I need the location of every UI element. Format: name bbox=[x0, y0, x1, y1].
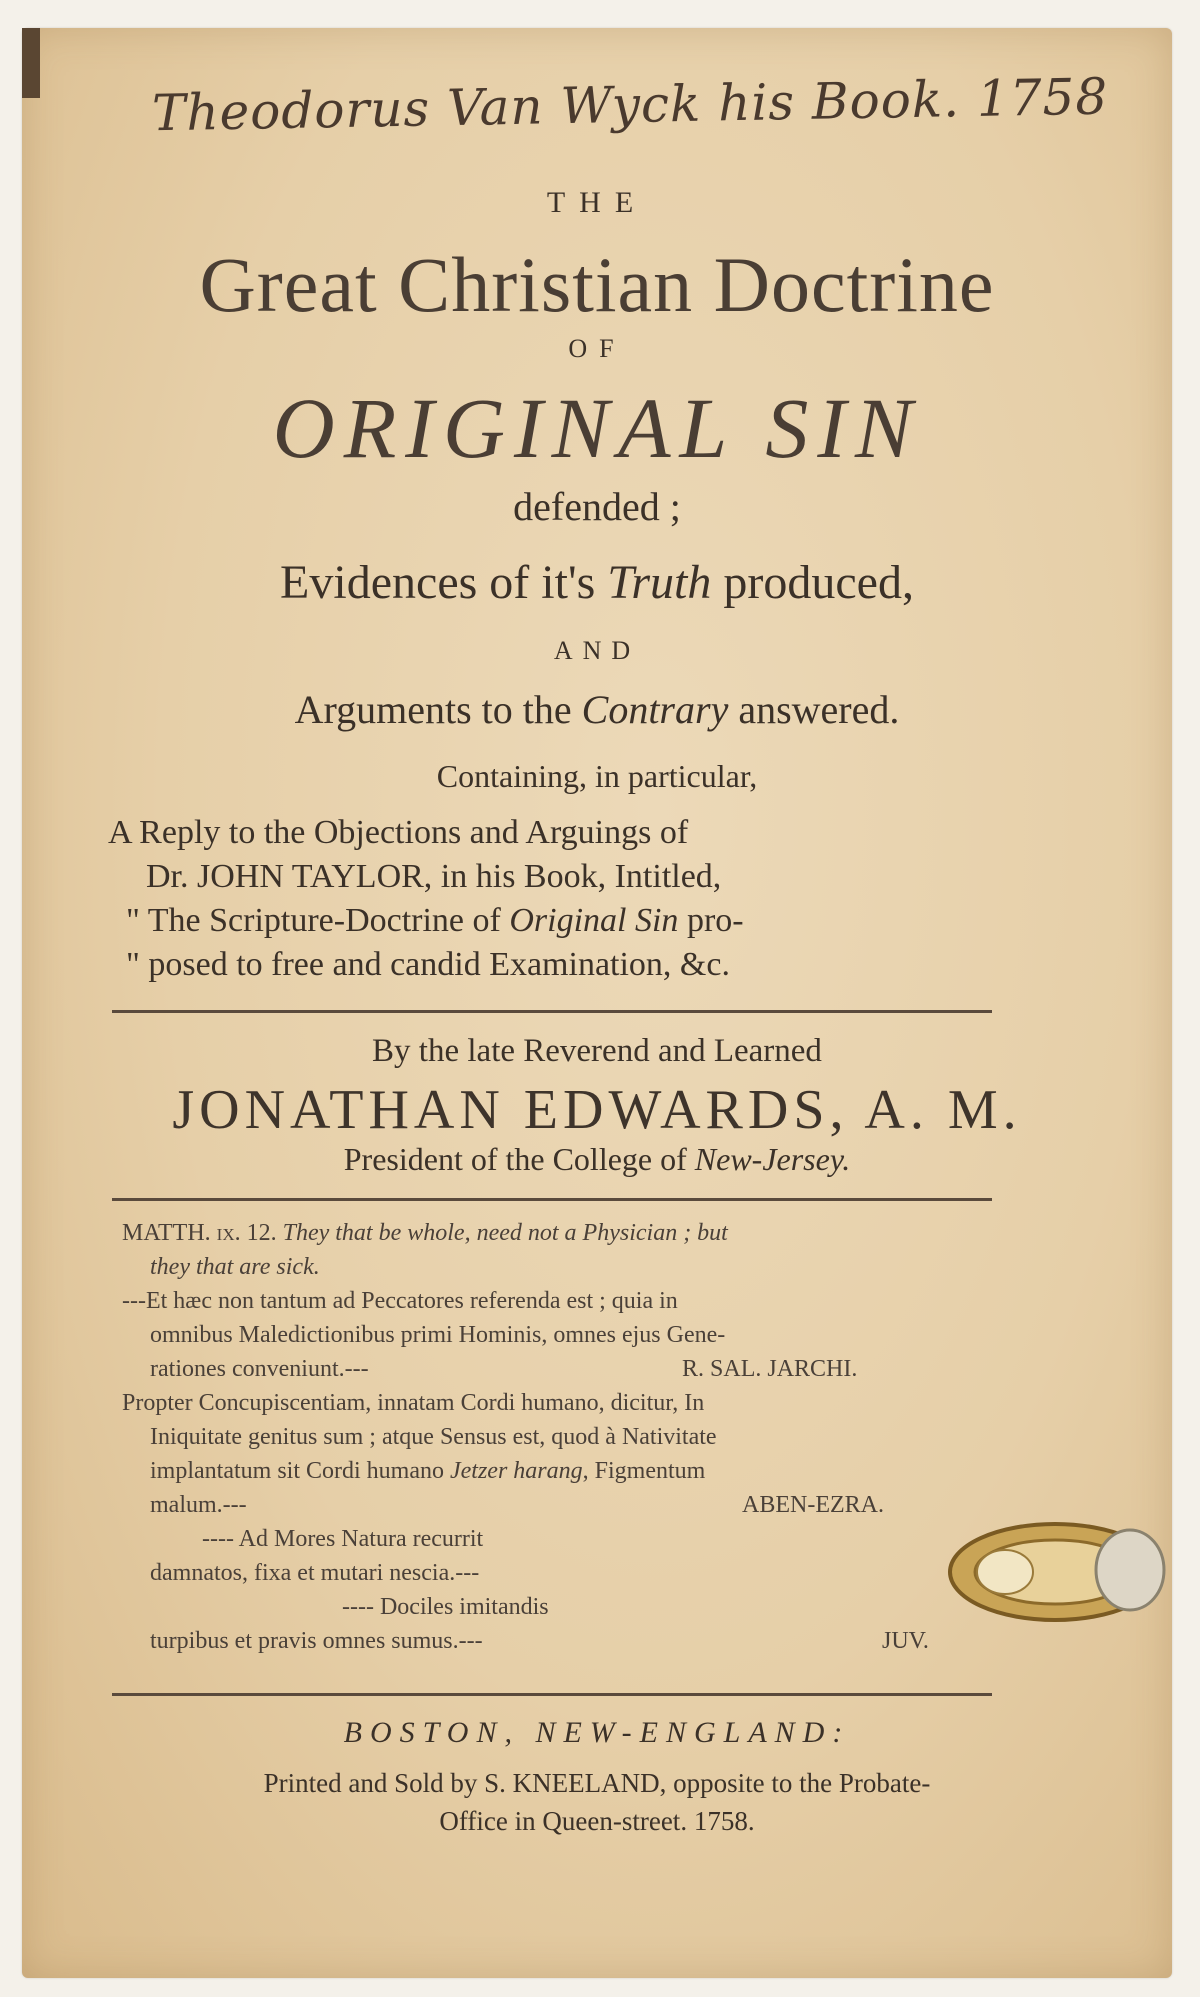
epigraph-line: ---- Ad Mores Natura recurrit bbox=[202, 1526, 484, 1552]
title-the: THE bbox=[546, 186, 648, 219]
epigraph-text: They that be whole, need not a Physician ; but bbox=[282, 1220, 728, 1246]
reply-line-3 bbox=[126, 899, 1200, 943]
epigraph-line bbox=[122, 1454, 992, 1488]
title-line-5-b: Contrary bbox=[581, 687, 729, 732]
epigraph-line bbox=[122, 1250, 992, 1284]
title-line-4-a: Evidences of it's bbox=[280, 556, 608, 609]
imprint-line-1: Printed and Sold by S. KNEELAND, opposite to the Probate- bbox=[263, 1768, 931, 1798]
divider-rule bbox=[112, 1010, 992, 1013]
author-position bbox=[22, 1141, 1172, 1178]
reply-line-3-a: " The Scripture-Doctrine of bbox=[126, 902, 510, 939]
epigraph-text: turpibus et pravis omnes sumus.--- bbox=[150, 1628, 483, 1654]
epigraph-line bbox=[122, 1216, 992, 1250]
reply-line-4: " posed to free and candid Examination, &c. bbox=[126, 946, 730, 983]
epigraph-source: R. SAL. JARCHI. bbox=[682, 1356, 858, 1382]
title-page bbox=[22, 28, 1172, 1978]
epigraph-text: rationes conveniunt.--- bbox=[150, 1356, 369, 1382]
epigraph-line: ---Et hæc non tantum ad Peccatores referenda est ; quia in bbox=[122, 1288, 678, 1314]
imprint-line-2: Office in Queen-street. 1758. bbox=[439, 1806, 755, 1836]
divider-rule bbox=[112, 1198, 992, 1201]
author-by: By the late Reverend and Learned bbox=[372, 1033, 822, 1069]
epigraph-line: damnatos, fixa et mutari nescia.--- bbox=[150, 1560, 480, 1586]
title-line-2: ORIGINAL SIN bbox=[272, 380, 922, 476]
epigraph-text: , Figmentum bbox=[582, 1458, 706, 1484]
epigraph-line bbox=[122, 1352, 992, 1386]
epigraph-line: omnibus Maledictionibus primi Hominis, omnes ejus Gene- bbox=[150, 1322, 726, 1348]
title-line-4 bbox=[22, 555, 1172, 610]
title-line-4-c: produced, bbox=[711, 556, 914, 609]
reply-line-3-c: pro- bbox=[678, 902, 744, 939]
imprint-place: BOSTON, NEW-ENGLAND: bbox=[343, 1716, 851, 1749]
epigraph-line bbox=[122, 1488, 992, 1522]
reply-line-2: Dr. JOHN TAYLOR, in his Book, Intitled, bbox=[146, 858, 722, 895]
handwritten-signature: Theodorus Van Wyck his Book. 1758 bbox=[151, 67, 1109, 143]
reply-line-1: A Reply to the Objections and Arguings of bbox=[108, 814, 689, 851]
reply-block bbox=[22, 811, 1172, 987]
epigraph-line: Propter Concupiscentiam, innatam Cordi humano, dicitur, In bbox=[122, 1390, 705, 1416]
divider-rule bbox=[112, 1693, 992, 1696]
epigraph-line bbox=[122, 1624, 992, 1658]
ring-icon bbox=[945, 1510, 1175, 1630]
epigraph-source: JUV. bbox=[882, 1628, 929, 1654]
author-name: JONATHAN EDWARDS, A. M. bbox=[172, 1079, 1022, 1141]
title-of: OF bbox=[568, 334, 626, 363]
title-line-5-c: answered. bbox=[728, 687, 900, 732]
containing-line: Containing, in particular, bbox=[436, 758, 758, 794]
title-line-1: Great Christian Doctrine bbox=[199, 241, 995, 328]
epigraph-text: they that are sick. bbox=[150, 1254, 320, 1280]
book-binding bbox=[22, 28, 40, 98]
title-line-4-b: Truth bbox=[607, 556, 712, 609]
title-and: AND bbox=[553, 636, 641, 665]
title-line-5 bbox=[22, 686, 1172, 733]
epigraph-line: Iniquitate genitus sum ; atque Sensus est, quod à Nativitate bbox=[150, 1424, 717, 1450]
epigraph-line: ---- Dociles imitandis bbox=[342, 1594, 549, 1620]
epigraph-text: Jetzer harang bbox=[449, 1458, 583, 1484]
reply-line-3-b: Original Sin bbox=[509, 902, 679, 939]
epigraphs bbox=[122, 1216, 992, 1658]
epigraph-text: implantatum sit Cordi humano bbox=[150, 1458, 450, 1484]
author-position-b: New-Jersey. bbox=[694, 1141, 851, 1177]
title-line-5-a: Arguments to the bbox=[294, 687, 582, 732]
epigraph-source: ABEN-EZRA. bbox=[742, 1492, 884, 1518]
epigraph-text: malum.--- bbox=[150, 1492, 247, 1518]
epigraph-ref: MATTH. ix. 12. bbox=[122, 1220, 283, 1246]
title-line-3: defended ; bbox=[513, 484, 681, 529]
author-position-a: President of the College of bbox=[343, 1141, 695, 1177]
